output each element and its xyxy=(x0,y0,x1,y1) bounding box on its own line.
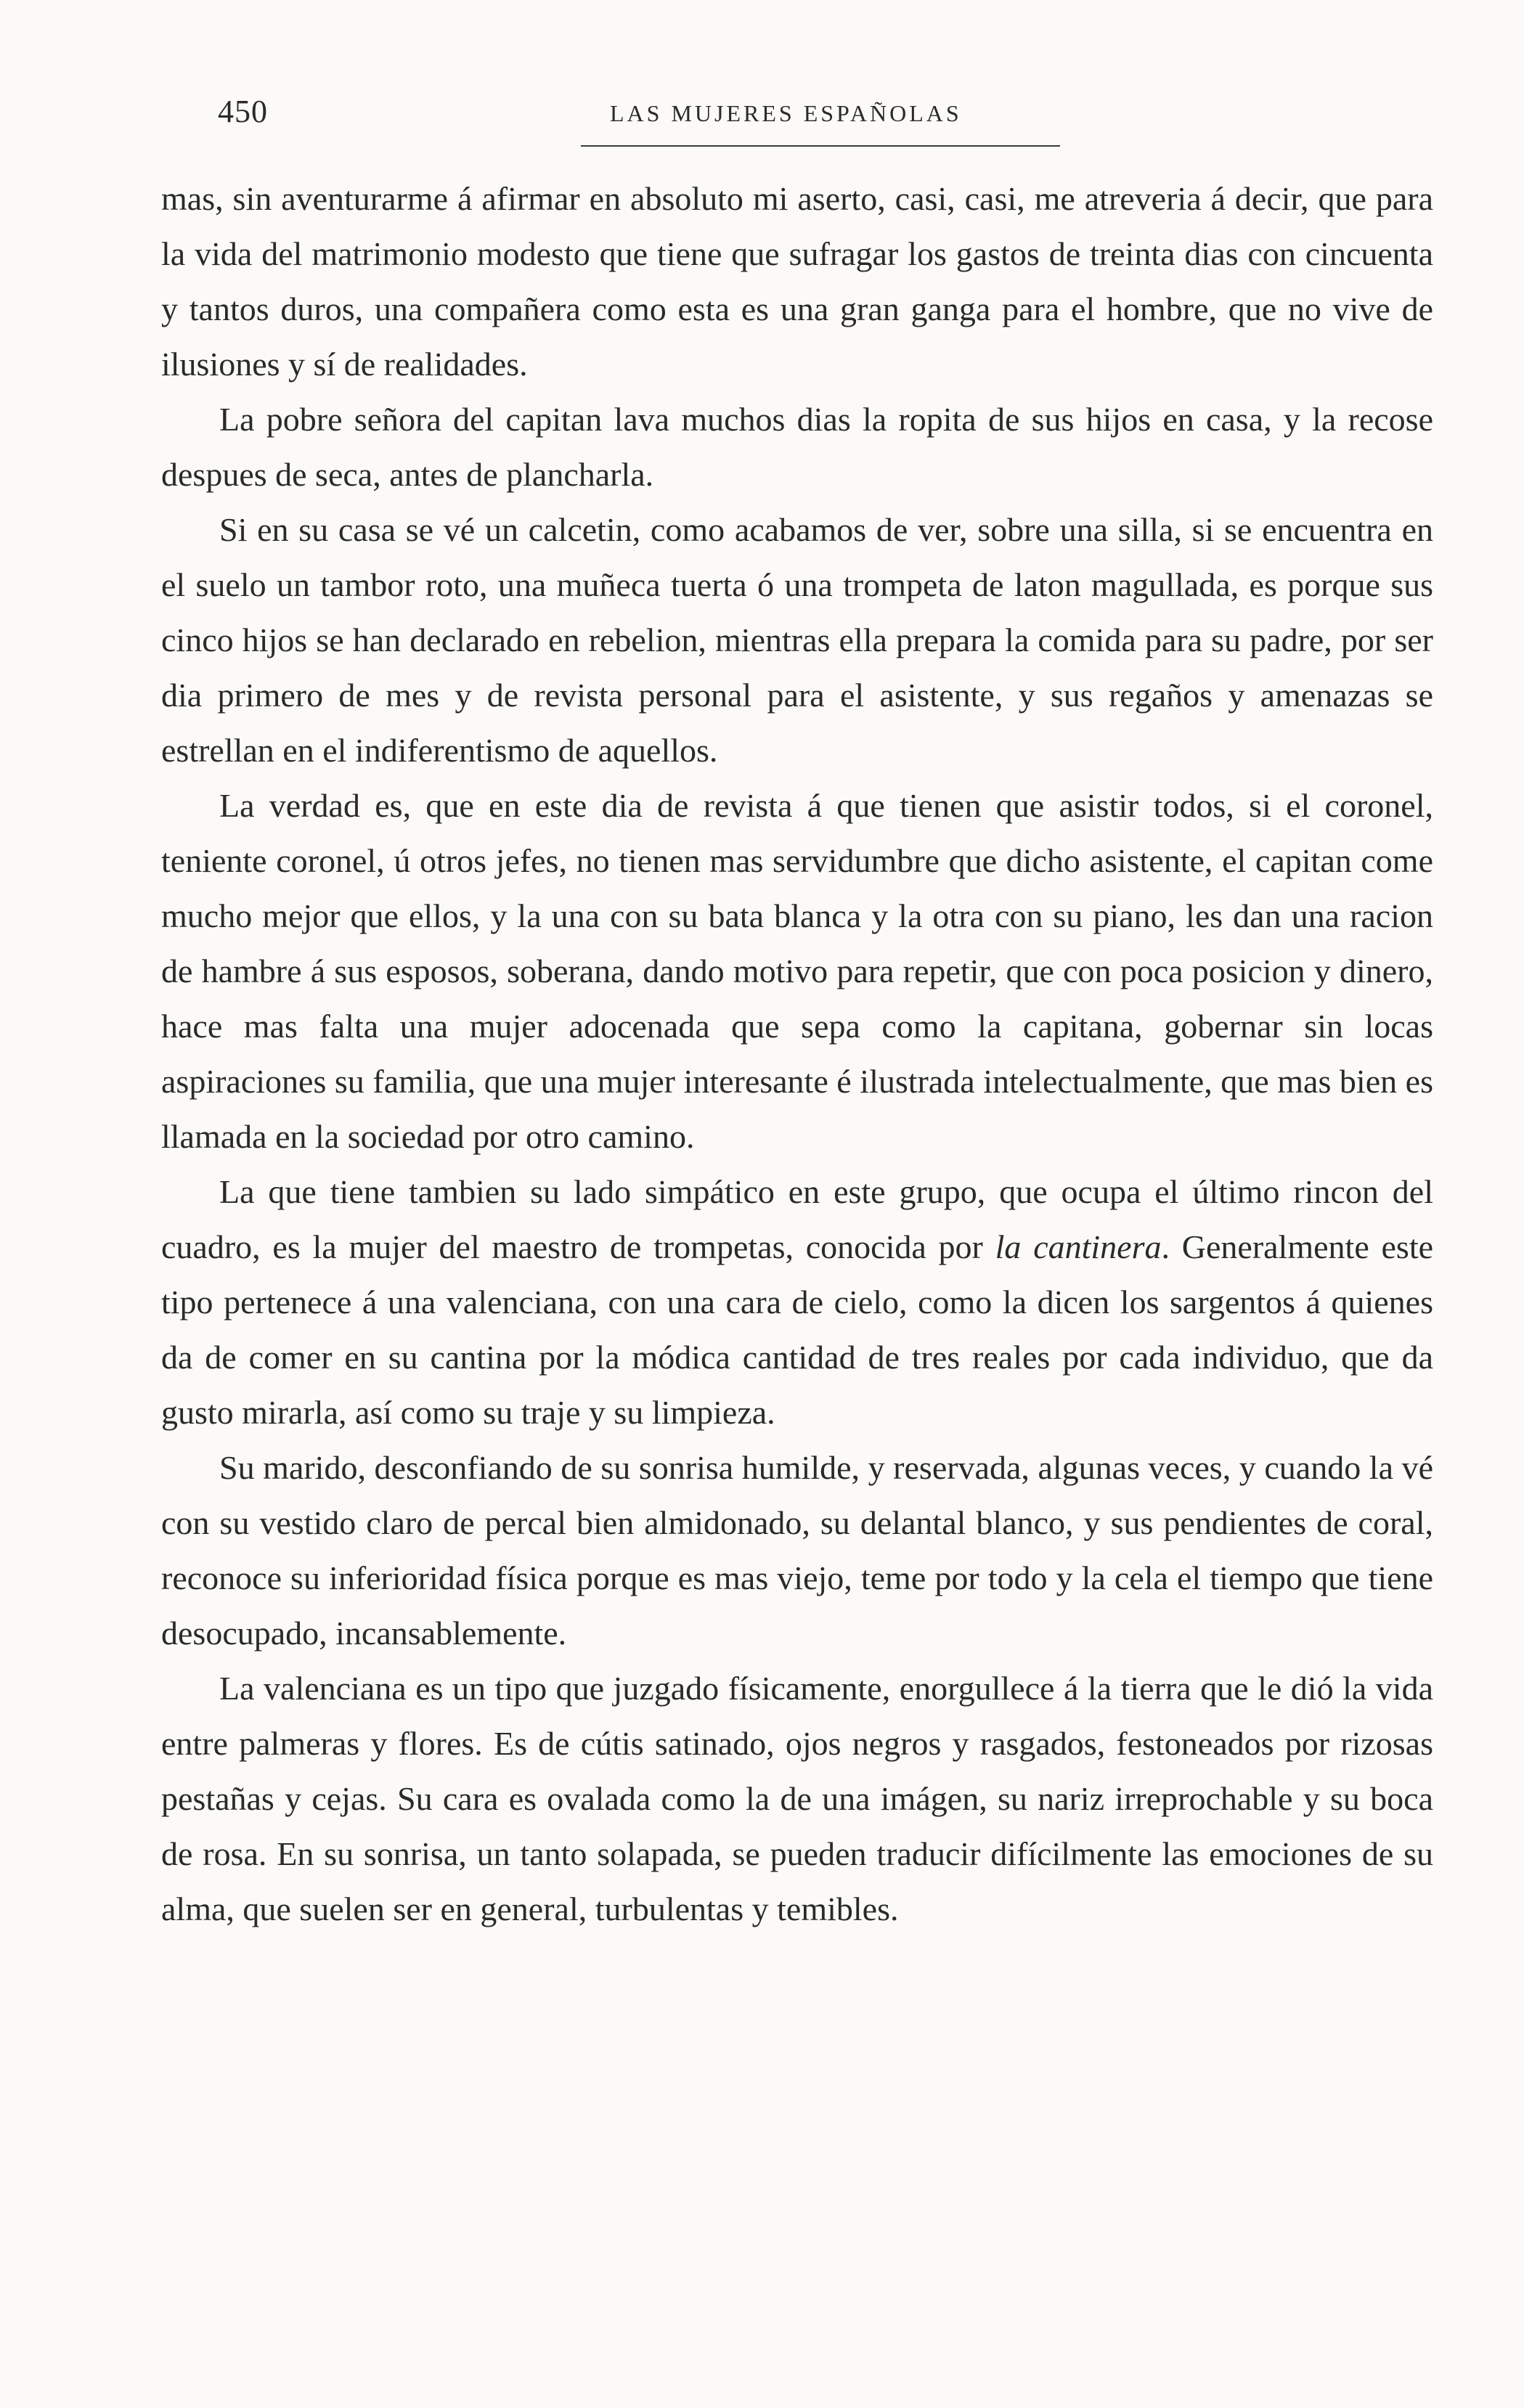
header-rule xyxy=(581,145,1060,147)
paragraph-5 xyxy=(161,1164,1433,1440)
paragraph-1: mas, sin aventurarme á afirmar en absoluto mi aserto, casi, casi, me atreveria á decir, que para la vida del matrimonio modesto que tiene que sufragar los gastos de treinta dias con cincuenta y tantos duros, una compañera como esta es una gran ganga para el hombre, que no vive de ilusiones y sí de realidades. xyxy=(161,180,1433,383)
paragraph-6: Su marido, desconfiando de su sonrisa humilde, y reservada, algunas veces, y cuando la vé con su vestido claro de percal bien almidonado, su delantal blanco, y sus pendientes de coral, reconoce su inferioridad física porque es mas viejo, teme por todo y la cela el tiempo que tiene desocupado, incansablemente. xyxy=(161,1449,1433,1652)
paragraph-3: Si en su casa se vé un calcetin, como acabamos de ver, sobre una silla, si se encuentra en el suelo un tambor roto, una muñeca tuerta ó una trompeta de laton magullada, es porque sus cinco hijos se han declarado en rebelion, mientras ella prepara la comida para su padre, por ser dia primero de mes y de revista personal para el asistente, y sus regaños y amenazas se estrellan en el indiferentismo de aquellos. xyxy=(161,511,1433,769)
page-number: 450 xyxy=(218,94,268,129)
paragraph-5-start: La que tiene tambien su lado simpático en este grupo, que ocupa el último rincon del cuadro, es la mujer del maestro de trompetas, conocida por xyxy=(161,1173,1433,1265)
paragraph-5-end: . Generalmente este tipo pertenece á una valenciana, con una cara de cielo, como la dicen los sargentos á quienes da de comer en su cantina por la módica cantidad de tres reales por cada individuo, que da gusto mirarla, así como su traje y su limpieza. xyxy=(161,1228,1434,1431)
paragraph-4: La verdad es, que en este dia de revista á que tienen que asistir todos, si el coronel, teniente coronel, ú otros jefes, no tienen mas servidumbre que dicho asistente, el capitan come mucho mejor que ellos, y la una con su bata blanca y la otra con su piano, les dan una racion de hambre á sus esposos, soberana, dando motivo para repetir, que con poca posicion y dinero, hace mas falta una mujer adocenada que sepa como la capitana, gobernar sin locas aspiraciones su familia, que una mujer interesante é ilustrada intelectualmente, que mas bien es llamada en la sociedad por otro camino. xyxy=(161,787,1433,1155)
body-text xyxy=(161,171,1433,1937)
page-header xyxy=(160,93,1438,151)
paragraph-5-italic: la cantinera xyxy=(995,1228,1162,1265)
paragraph-7: La valenciana es un tipo que juzgado físicamente, enorgullece á la tierra que le dió la vida entre palmeras y flores. Es de cútis satinado, ojos negros y rasgados, festoneados por rizosas pestañas y cejas. Su cara es ovalada como la de una imágen, su nariz irreprochable y su boca de rosa. En su sonrisa, un tanto solapada, se pueden traducir difícilmente las emociones de su alma, que suelen ser en general, turbulentas y temibles. xyxy=(161,1670,1433,1927)
running-title: LAS MUJERES ESPAÑOLAS xyxy=(610,100,962,126)
paragraph-2: La pobre señora del capitan lava muchos dias la ropita de sus hijos en casa, y la recose despues de seca, antes de plancharla. xyxy=(161,401,1433,493)
